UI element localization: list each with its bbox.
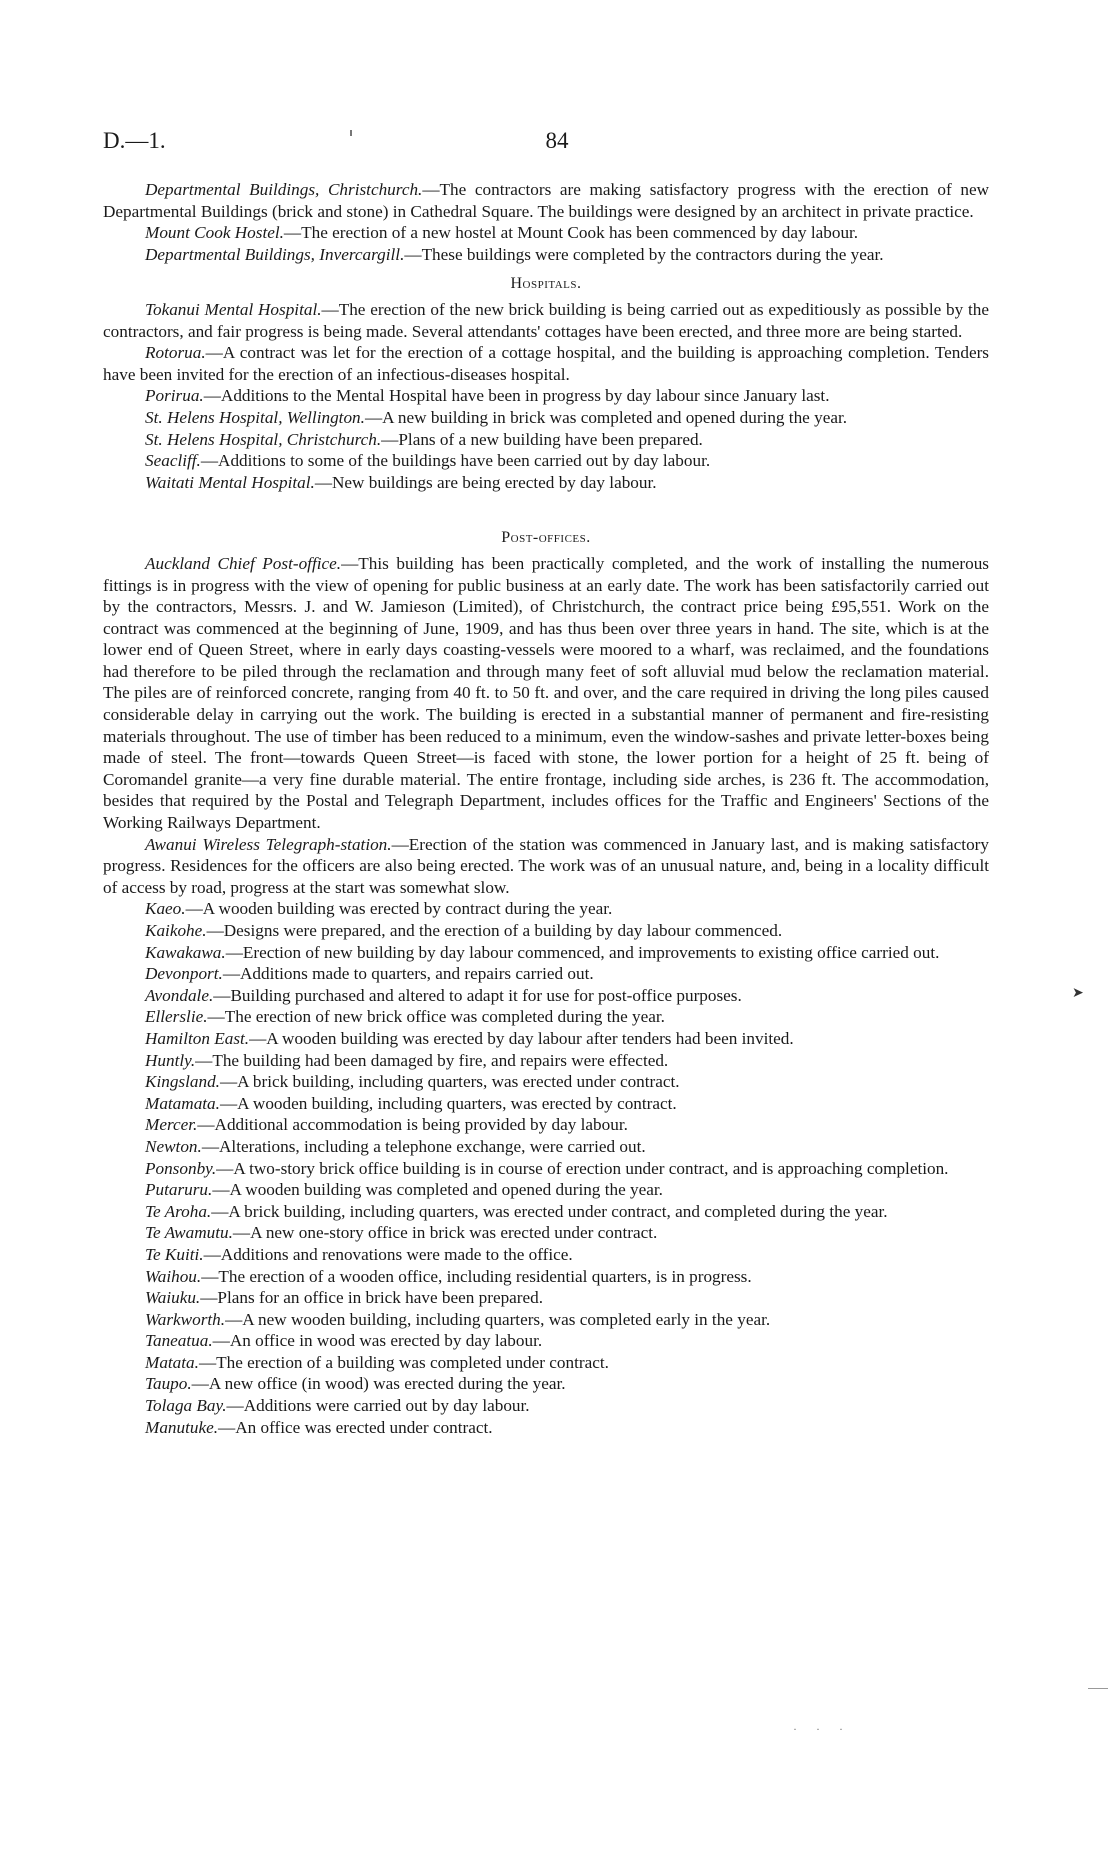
paragraph	[103, 1417, 989, 1439]
paragraph	[103, 1266, 989, 1288]
paragraph-text: —An office was erected under contract.	[218, 1417, 493, 1437]
paragraph-lead: Kawakawa.	[145, 942, 226, 962]
paragraph-text: —A two-story brick office building is in course of erection under contract, and is approaching completion.	[216, 1158, 949, 1178]
paragraph	[103, 385, 989, 407]
paragraph	[103, 898, 989, 920]
paragraph-text: —Designs were prepared, and the erection of a building by day labour commenced.	[206, 921, 783, 940]
paragraph	[103, 1006, 989, 1028]
paragraph-text: —Additions to the Mental Hospital have been in progress by day labour since January last.	[203, 386, 830, 406]
paragraph-lead: Rotorua.	[145, 343, 206, 363]
paragraph	[103, 299, 989, 342]
paragraph	[103, 1330, 989, 1352]
paragraph	[103, 942, 989, 964]
paragraph-lead: Kaeo.	[145, 899, 186, 919]
paragraph-lead: Departmental Buildings, Invercargill.	[145, 244, 405, 264]
paragraph	[103, 342, 989, 385]
paragraph-text: —Additions to some of the buildings have been carried out by day labour.	[200, 451, 711, 471]
paragraph	[103, 1373, 989, 1395]
paragraph-lead: Huntly.	[145, 1050, 196, 1070]
paragraph-lead: Putaruru.	[145, 1180, 213, 1200]
margin-arrow-icon: ➤	[1072, 986, 1084, 1001]
paragraph-text: —Additions were carried out by day labour.	[226, 1396, 530, 1416]
paragraph-lead: St. Helens Hospital, Christchurch.	[145, 429, 382, 449]
paragraph	[103, 1395, 989, 1417]
section-heading-hospitals: Hospitals.	[510, 275, 582, 293]
paragraph-text: —A new office (in wood) was erected during the year.	[191, 1374, 566, 1394]
document-reference: D.—1.	[103, 128, 166, 153]
scan-speckle-mark: · · ·	[793, 1722, 851, 1736]
paragraph-text: —Additional accommodation is being provided by day labour.	[197, 1115, 628, 1135]
paragraph-text: —A brick building, including quarters, was erected under contract, and completed during the year.	[211, 1201, 888, 1221]
paragraph-text: —This building has been practically completed, and the work of installing the numerous fittings is in progress with the view of opening for public business at an early date. The work has been satisfactorily carried out by the contractors, Messrs. J. and W. Jamieson (Limited), of Christchurch, the contract price being £95,551. Work on the contract was commenced at the beginning of June, 1909, and has thus been over three years in hand. The site, which is at the lower end of Queen Street, where in early days coasting-vessels were moored to a wharf, was reclaimed, and the foundations had therefore to be piled through the reclamation and through many feet of soft alluvial mud below the reclamation material. The piles are of reinforced concrete, ranging from 40 ft. to 50 ft. and over, and the care required in driving the long piles caused considerable delay in carrying out the work. The building is erected in a substantial manner of permanent and fire-resisting materials throughout. The use of timber has been reduced to a minimum, even the window-sashes and private letter-boxes being made of steel. The front—towards Queen Street—is faced with stone, the lower portion for a height of 25 ft. being of Coromandel granite—a very fine durable material. The entire frontage, including side arches, is 236 ft. The accommodation, besides that required by the Postal and Telegraph Department, includes offices for the Traffic and Engineers' Sections of the Working Railways Department.	[103, 553, 989, 833]
page-body	[103, 179, 989, 1438]
paragraph-lead: Tokanui Mental Hospital.	[145, 299, 322, 319]
paragraph	[103, 1179, 989, 1201]
paragraph-lead: Devonport.	[145, 964, 223, 984]
paragraph-lead: Manutuke.	[145, 1417, 219, 1437]
paragraph-text: —A new wooden building, including quarters, was completed early in the year.	[225, 1309, 771, 1329]
paragraph-lead: Ellerslie.	[145, 1007, 208, 1027]
paragraph-lead: St. Helens Hospital, Wellington.	[145, 407, 365, 427]
paragraph-lead: Hamilton East.	[145, 1028, 250, 1048]
page-number: 84	[545, 128, 569, 153]
page-header	[103, 128, 1011, 158]
paragraph	[103, 1071, 989, 1093]
paragraph-text: —A wooden building was completed and opened during the year.	[212, 1180, 663, 1200]
paragraph-text: —The building had been damaged by fire, and repairs were effected.	[195, 1050, 669, 1070]
paragraph-text: —A wooden building was erected by contract during the year.	[185, 899, 613, 919]
paragraph-lead: Warkworth.	[145, 1309, 226, 1329]
paragraph-lead: Auckland Chief Post-office.	[145, 553, 342, 573]
paragraph-text: —Alterations, including a telephone exchange, were carried out.	[201, 1136, 646, 1156]
paragraph	[103, 244, 989, 266]
paragraph-lead: Awanui Wireless Telegraph-station.	[145, 834, 392, 854]
paragraph	[103, 1136, 989, 1158]
paragraph-lead: Waiuku.	[145, 1288, 201, 1308]
paragraph-text: —A wooden building was erected by day labour after tenders had been invited.	[249, 1028, 794, 1048]
paragraph-lead: Newton.	[145, 1136, 202, 1156]
paragraph-text: —These buildings were completed by the contractors during the year.	[404, 244, 884, 264]
paragraph	[103, 1222, 989, 1244]
paragraph	[103, 1093, 989, 1115]
paragraph	[103, 1050, 989, 1072]
paragraph-text: —A contract was let for the erection of a cottage hospital, and the building is approaching completion. Tenders have been invited for the erection of an infectious-diseases hospital.	[103, 343, 989, 384]
paragraph-text: —A new building in brick was completed and opened during the year.	[364, 407, 848, 427]
paragraph	[103, 553, 989, 834]
paragraph	[103, 472, 989, 494]
paragraph	[103, 963, 989, 985]
paragraph	[103, 1287, 989, 1309]
section-heading-post-offices: Post-offices.	[501, 529, 591, 547]
paragraph-lead: Seacliff.	[145, 451, 201, 471]
paragraph	[103, 834, 989, 899]
paragraph-lead: Mount Cook Hostel.	[145, 223, 284, 243]
paragraph	[103, 1352, 989, 1374]
paragraph	[103, 429, 989, 451]
paragraph	[103, 450, 989, 472]
paragraph-text: —Erection of the station was commenced in January last, and is making satisfactory progress. Residences for the officers are also being erected. The work was of an unusual nature, and, being in a locality difficult of access by road, progress at the start was somewhat slow.	[103, 834, 989, 897]
paragraph-text: —The erection of a wooden office, including residential quarters, is in progress.	[201, 1266, 752, 1286]
paragraph	[103, 179, 989, 222]
paragraph-lead: Mercer.	[145, 1115, 198, 1135]
paragraph	[103, 1028, 989, 1050]
paragraph	[103, 920, 989, 942]
paragraph-text: —The contractors are making satisfactory progress with the erection of new Departmental Buildings (brick and stone) in Cathedral Square. The buildings were designed by an architect in private practice.	[103, 180, 990, 221]
paragraph-lead: Porirua.	[145, 386, 204, 406]
paragraph-lead: Avondale.	[145, 985, 214, 1005]
paragraph-lead: Waitati Mental Hospital.	[145, 472, 315, 492]
paragraph	[103, 407, 989, 429]
paragraph-text: —Building purchased and altered to adapt it for use for post-office purposes.	[213, 985, 742, 1005]
paragraph-text: —An office in wood was erected by day labour.	[212, 1331, 543, 1351]
paragraph-text: —Plans of a new building have been prepared.	[381, 429, 703, 449]
paragraph-text: —The erection of a new hostel at Mount Cook has been commenced by day labour.	[283, 223, 859, 243]
paragraph-lead: Tolaga Bay.	[145, 1396, 227, 1416]
paragraph-lead: Kaikohe.	[145, 921, 207, 940]
paragraph-text: —Plans for an office in brick have been prepared.	[200, 1288, 544, 1308]
paragraph	[103, 1244, 989, 1266]
paragraph-lead: Matamata.	[145, 1093, 220, 1113]
paragraph-text: —A brick building, including quarters, was erected under contract.	[219, 1072, 680, 1092]
paragraph-text: —A new one-story office in brick was erected under contract.	[232, 1223, 658, 1243]
paragraph-lead: Matata.	[145, 1352, 199, 1372]
paragraph	[103, 1158, 989, 1180]
paragraph-lead: Te Kuiti.	[145, 1244, 204, 1264]
paragraph-lead: Taneatua.	[145, 1331, 213, 1351]
paragraph-lead: Waihou.	[145, 1266, 202, 1286]
paragraph-lead: Te Awamutu.	[145, 1223, 233, 1243]
paragraph-text: —Additions and renovations were made to the office.	[203, 1244, 573, 1264]
paragraph-text: —The erection of a building was completed under contract.	[198, 1352, 609, 1372]
paragraph	[103, 222, 989, 244]
paragraph-text: —Additions made to quarters, and repairs carried out.	[222, 964, 594, 984]
paragraph	[103, 985, 989, 1007]
paragraph-text: —The erection of the new brick building is being carried out as expeditiously as possible by the contractors, and fair progress is being made. Several attendants' cottages have been erected, and three more are being started.	[103, 299, 989, 341]
margin-dash-mark	[1088, 1688, 1108, 1689]
paragraph-text: —The erection of new brick office was completed during the year.	[207, 1007, 665, 1027]
paragraph	[103, 1201, 989, 1223]
paragraph-text: —Erection of new building by day labour commenced, and improvements to existing office carried out.	[225, 942, 940, 962]
paragraph	[103, 1114, 989, 1136]
paragraph	[103, 1309, 989, 1331]
paragraph-text: —A wooden building, including quarters, was erected by contract.	[219, 1093, 677, 1113]
paragraph-lead: Kingsland.	[145, 1072, 220, 1092]
paragraph-lead: Taupo.	[145, 1374, 192, 1394]
paragraph-lead: Departmental Buildings, Christchurch.	[145, 180, 423, 199]
paragraph-text: —New buildings are being erected by day labour.	[314, 472, 657, 492]
paragraph-lead: Ponsonby.	[145, 1158, 217, 1178]
paragraph-lead: Te Aroha.	[145, 1201, 212, 1221]
